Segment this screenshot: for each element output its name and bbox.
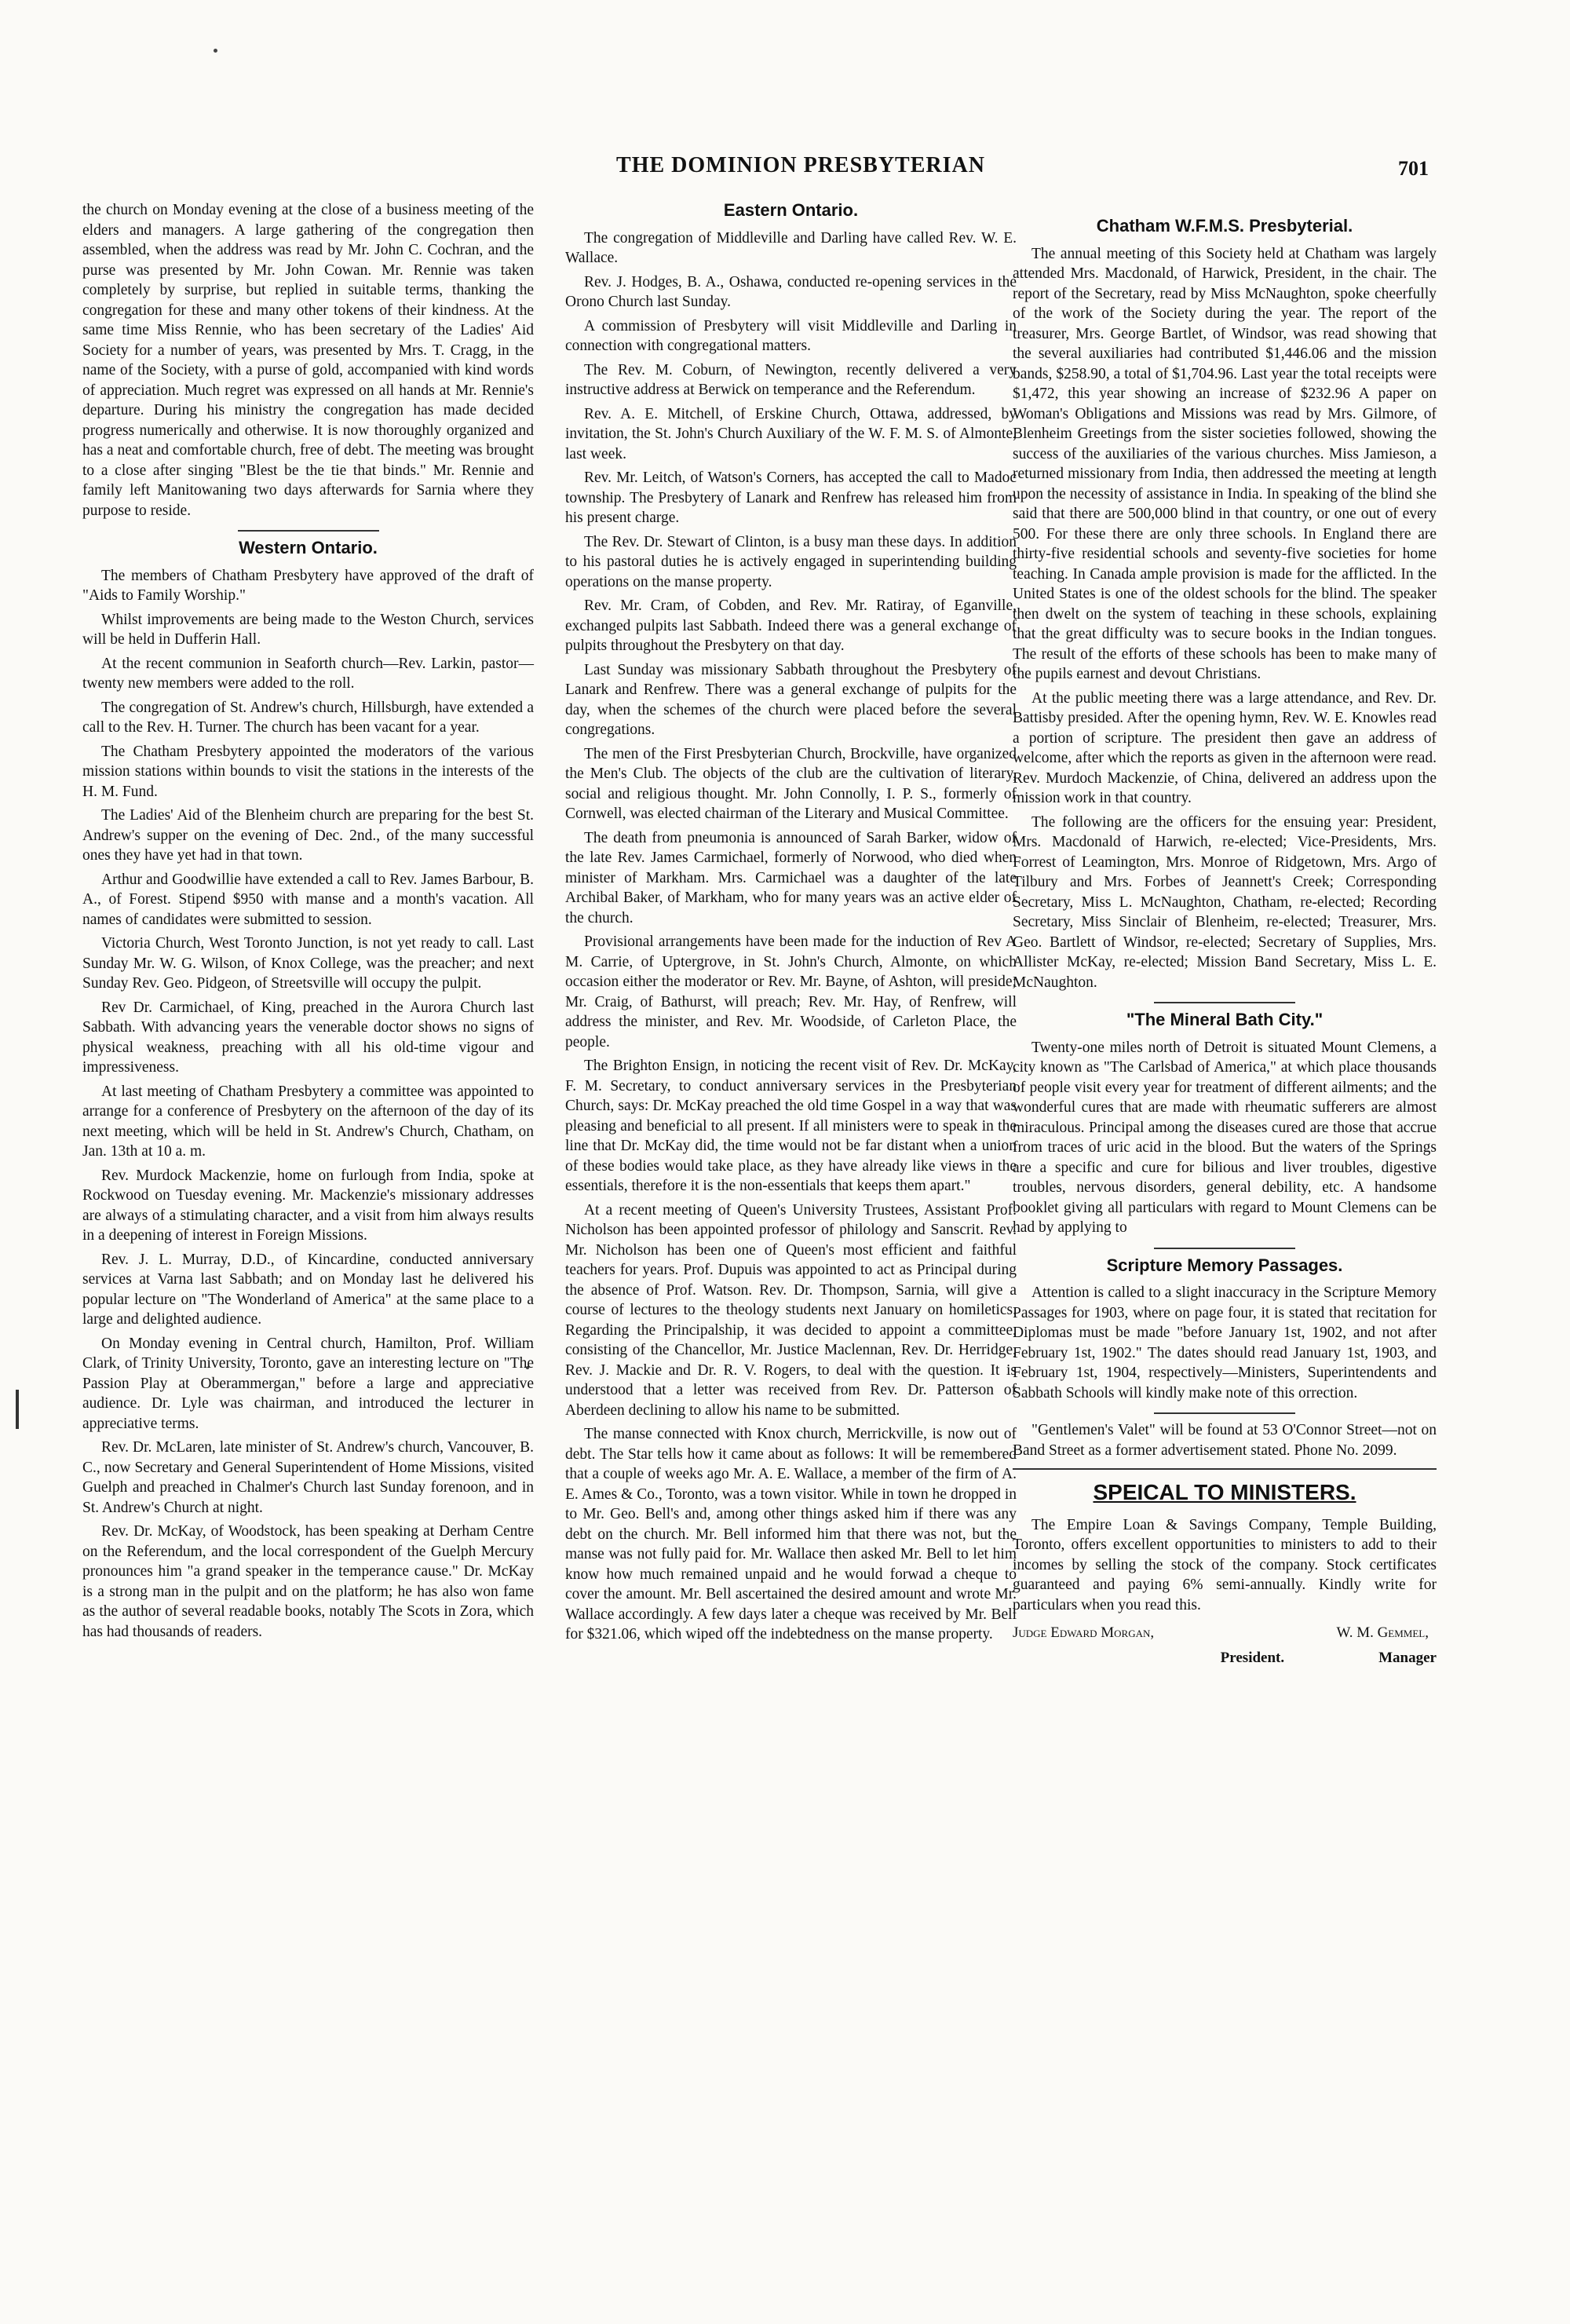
news-item: Rev. A. E. Mitchell, of Erskine Church, Ottawa, addressed, by invitation, the St. John's Church Auxiliary of the W. F. M. S. of Almonte, last week. — [565, 405, 1017, 462]
news-item: Rev. Mr. Cram, of Cobden, and Rev. Mr. Ratiray, of Eganville, exchanged pulpits last Sabbath. Indeed there was a general exchange of pulpits throughout the Presbytery on that day. — [565, 597, 1017, 654]
news-item: Rev. J. L. Murray, D.D., of Kincardine, conducted anniversary services at Varna last Sabbath; and on Monday last he delivered his popular lecture on "The Wonderland of America" at the same place to a large and delighted audience. — [82, 1251, 534, 1328]
news-item: Last Sunday was missionary Sabbath throughout the Presbytery of Lanark and Renfrew. There was a general exchange of pulpits for the day, when the schemes of the church were placed before the several congregations. — [565, 661, 1017, 738]
section-heading-eastern-ontario: Eastern Ontario. — [723, 200, 859, 220]
news-item: The Rev. Dr. Stewart of Clinton, is a busy man these days. In addition to his pastoral duties he is actively engaged in superintending building operations on the manse property. — [565, 533, 1017, 590]
news-item: The Ladies' Aid of the Blenheim church are preparing for the best St. Andrew's supper on the evening of Dec. 2nd., of the many successful ones they have yet had in that town. — [82, 807, 534, 864]
news-item: Rev Dr. Carmichael, of King, preached in the Aurora Church last Sabbath. With advancing years the venerable doctor shows no signs of physical weakness, preaching with all his old-time vigour and impressiveness. — [82, 999, 534, 1076]
news-item: At the public meeting there was a large attendance, and Rev. Dr. Battisby presided. After the opening hymn, Rev. W. E. Knowles read a portion of scripture. The president then gave an address of welcome, after which the reports as given in the afternoon were read. Rev. Murdoch Mackenzie, of China, delivered an address upon the mission work in that country. — [1013, 689, 1437, 806]
column-3 — [1013, 216, 1437, 1668]
news-item: The Chatham Presbytery appointed the moderators of the various mission stations within bounds to visit the stations in the interests of the H. M. Fund. — [82, 743, 534, 800]
news-item: Victoria Church, West Toronto Junction, is not yet ready to call. Last Sunday Mr. W. G. Wilson, of Knox College, was the preacher; and next Sunday Rev. Geo. Pidgeon, of Streetsville will occupy the pulpit. — [82, 935, 534, 992]
news-item: At a recent meeting of Queen's University Trustees, Assistant Prof. Nicholson has been appointed professor of philology and Sanscrit. Rev. Mr. Nicholson has been one of Queen's most efficient and faithful teachers for years. Prof. Dupuis was appointed to act as Principal during the absence of Prof. Watson. Rev. Dr. Thompson, Sarnia, will give a course of lectures to the theology students next January on homiletics. Regarding the Principalship, it was decided to appoint a committee, consisting of the Chancellor, Mr. Justice Maclennan, Rev. Dr. Herridge, Rev. J. Mackie and Dr. R. V. Rogers, to deal with the question. It is understood that a letter was received from Rev. Dr. Patterson of Aberdeen declining to allow his name to be submitted. — [565, 1201, 1017, 1419]
news-item: The members of Chatham Presbytery have approved of the draft of "Aids to Family Worship." — [82, 567, 534, 604]
news-item: The following are the officers for the ensuing year: President, Mrs. Macdonald of Harwich, re-elected; Vice-Presidents, Mrs. Forrest of Leamington, Mrs. Monroe of Ridgetown, Mrs. Argo of Tilbury and Mrs. Forbes of Jeannett's Creek; Corresponding Secretary, Miss L. McNaughton, Chatham, re-elected; Recording Secretary, Miss Sinclair of Blenheim, re-elected; Treasurer, Mrs. Geo. Bartlett of Windsor, re-elected; Secretary of Supplies, Mrs. Allister McKay, re-elected; Mission Band Secretary, Miss L. E. McNaughton. — [1013, 813, 1437, 991]
news-item: Whilst improvements are being made to the Weston Church, services will be held in Dufferin Hall. — [82, 611, 534, 648]
news-item: At last meeting of Chatham Presbytery a committee was appointed to arrange for a conference of Presbytery on the afternoon of the day of its next meeting, which will be held in St. Andrew's Church, Chatham, on Jan. 13th at 10 a. m. — [82, 1083, 534, 1160]
news-item: Provisional arrangements have been made for the induction of Rev A M. Carrie, of Uptergrove, in St. John's Church, Almonte, on which occasion either the moderator or Rev. Mr. Bayne, of Ashton, will preside; Mr. Craig, of Bathurst, will preach; Rev. Mr. Hay, of Renfrew, will address the minister, and Rev. Mr. Woodside, of Carleton Place, the people. — [565, 934, 1017, 1051]
news-item: The congregation of Middleville and Darling have called Rev. W. E. Wallace. — [565, 229, 1017, 266]
news-item: Rev. J. Hodges, B. A., Oshawa, conducted re-opening services in the Orono Church last Sunday. — [565, 273, 1017, 310]
column-1 — [82, 200, 534, 1646]
news-item: Rev. Dr. McLaren, late minister of St. Andrew's church, Vancouver, B. C., now Secretary and General Superintendent of Home Missions, visited Guelph and preached in Chalmer's Church last Sunday forenoon, and in St. Andrew's Church at night. — [82, 1439, 534, 1516]
article-continuation: the church on Monday evening at the close of a business meeting of the elders and managers. A large gathering of the congregation then assembled, when the address was read by Mr. John C. Cochran, and the purse was presented by Mr. John Cowan. Mr. Rennie was taken completely by surprise, but replied in suitable terms, thanking the congregation for these and many other tokens of their kindness. At the same time Miss Rennie, who has been secretary of the Ladies' Aid Society for a number of years, was presented by Mrs. T. Cragg, in the name of the Society, with a purse of gold, accompanied with kind words of appreciation. Much regret was expressed on all hands at Mr. Rennie's departure. During his ministry the congregation has made decided progress numerically and otherwise. It is now thoroughly organized and has a neat and comfortable church, free of debt. The meeting was brought to a close after singing "Blest be the tie that binds." Mr. Rennie and family left Manitowaning two days afterwards for Sarnia where they purpose to reside. — [82, 202, 534, 519]
section-divider — [1013, 1468, 1437, 1470]
masthead: THE DOMINION PRESBYTERIAN — [616, 153, 985, 177]
news-item: Rev. Mr. Leitch, of Watson's Corners, has accepted the call to Madoc township. The Presbytery of Lanark and Renfrew has released him from his present charge. — [565, 470, 1017, 526]
news-item: The congregation of St. Andrew's church, Hillsburgh, have extended a call to the Rev. H. Turner. The church has been vacant for a year. — [82, 699, 534, 736]
news-item: The Rev. M. Coburn, of Newington, recently delivered a very instructive address at Berwick on temperance and the Referendum. — [565, 361, 1017, 398]
news-item: At the recent communion in Seaforth church—Rev. Larkin, pastor—twenty new members were added to the roll. — [82, 655, 534, 692]
signature-block — [1013, 1623, 1437, 1668]
section-heading-special-to-ministers: SPEICAL TO MINISTERS. — [1093, 1480, 1356, 1504]
margin-mark — [16, 1390, 27, 1429]
news-item: Rev. Murdock Mackenzie, home on furlough from India, spoke at Rockwood on Tuesday evening. Mr. Mackenzie's missionary addresses are always of a stimulating character, and a visit from him always results in a deepening of interest in Foreign Missions. — [82, 1167, 534, 1244]
notice-text: "Gentlemen's Valet" will be found at 53 O'Connor Street—not on Band Street as a former advertisement stated. Phone No. 2099. — [1013, 1422, 1437, 1459]
signer-title: Manager — [1378, 1649, 1437, 1666]
section-heading-scripture-memory: Scripture Memory Passages. — [1106, 1255, 1343, 1275]
signer-name: W. M. Gemmel, — [1336, 1624, 1429, 1641]
news-item: The Brighton Ensign, in noticing the recent visit of Rev. Dr. McKay, F. M. Secretary, to conduct anniversary services in the Presbyterian Church, says: Dr. McKay preached the old time Gospel in a way that was pleasing and beneficial to all present. If all ministers were to speak in the line that Dr. McKay did, the time would not be far distant when a union of these bodies would take place, as they have already like views in the essentials, therefore it is the non-essentials that keeps them apart." — [565, 1058, 1017, 1194]
section-heading-chatham-wfms: Chatham W.F.M.S. Presbyterial. — [1096, 216, 1353, 236]
section-heading-western-ontario: Western Ontario. — [239, 538, 378, 557]
advertisement-text: The Empire Loan & Savings Company, Temple Building, Toronto, offers excellent opportunities to ministers to add to their incomes by selling the stock of the company. Stock certificates guaranteed and paying 6% semi-annually. Kindly write for particulars when you read this. — [1013, 1516, 1437, 1613]
news-item: The death from pneumonia is announced of Sarah Barker, widow of the late Rev. James Carmichael, formerly of Norwood, who died when minister of Markham. Mrs. Carmichael was a daughter of the late Archibal Baker, of Markham, who for many years was an active elder of the church. — [565, 829, 1017, 926]
news-item: The annual meeting of this Society held at Chatham was largely attended Mrs. Macdonald, of Harwick, President, in the chair. The report of the Secretary, read by Miss McNaughton, spoke cheerfully of the work of the Society during the year. The report of the treasurer, Mrs. George Bartlet, of Windsor, was read showing that the several auxiliaries had contributed $1,446.06 and the mission bands, $258.90, a total of $1,704.96. Last year the total receipts were $1,472, this year showing an increase of $232.96 A paper on Woman's Obligations and Missions was read by Mrs. Gilmore, of Blenheim Greetings from the sister societies followed, showing the success of the auxiliaries of the various churches. Miss Jamieson, a returned missionary from India, then addressed the meeting at length upon the necessity of assistance in India. In speaking of the blind she said that there are 500,000 blind in that country, or one out of every 500. For these there are only three schools. In England there are thirty-five residential schools and seventy-five societies for home teaching. In Canada ample provision is made for the afflicted. In the United States is one of the oldest schools for the blind. The speaker then dwelt on the system of teaching in these schools, explaining that the great difficulty was to secure books in the Indian tongues. The result of the efforts of these schools has been to make many of the pupils earnest and devout Christians. — [1013, 245, 1437, 682]
scan-speck — [214, 49, 217, 53]
section-divider — [1154, 1248, 1295, 1249]
advertisement-text: Twenty-one miles north of Detroit is situated Mount Clemens, a city known as "The Carlsbad of America," at which place thousands of people visit every year for treatment of different ailments; and the wonderful cures that are made with rheumatic sufferers are almost miraculous. Principal among the diseases cured are those that accrue from traces of uric acid in the blood. But the waters of the Springs are a specific and cure for bilious and liver troubles, digestive troubles, nervous disorders, general debility, etc. A handsome booklet giving all particulars with regard to Mount Clemens can be had by applying to — [1013, 1039, 1437, 1236]
section-divider — [1154, 1412, 1295, 1414]
section-heading-mineral-bath-city: "The Mineral Bath City." — [1126, 1010, 1324, 1029]
news-item: On Monday evening in Central church, Hamilton, Prof. William Clark, of Trinity University, Toronto, gave an interesting lecture on "The Passion Play at Oberammergan," before a large and appreciative audience. Dr. Lyle was chairman, and introduced the lecturer in appreciative terms. — [82, 1335, 534, 1432]
signer-title: President. — [1220, 1649, 1285, 1666]
news-item: The manse connected with Knox church, Merrickville, is now out of debt. The Star tells how it came about as follows: It will be remembered that a couple of weeks ago Mr. A. E. Wallace, a member of the firm of A. E. Ames & Co., Toronto, was a town visitor. While in town he dropped in to Mr. Geo. Bell's and, among other things asked him if there was any debt on the church. Mr. Bell informed him that there was not, but the manse was not fully paid for. Mr. Wallace then asked Mr. Bell to let him know how much remained unpaid and he would forwad a cheque to cover the amount. Mr. Bell ascertained the desired amount and wrote Mr. Wallace accordingly. A few days later a cheque was received by Mr. Bell for $321.06, which wiped off the indebtedness on the manse property. — [565, 1426, 1017, 1643]
section-divider — [238, 530, 379, 532]
page-number: 701 — [1398, 157, 1429, 180]
news-item: Rev. Dr. McKay, of Woodstock, has been speaking at Derham Centre on the Referendum, and the local correspondent of the Guelph Mercury pronounces him "a grand speaker in the temperance cause." Dr. McKay is a strong man in the pulpit and on the platform; he has also won fame as the author of several readable books, notably The Scots in Zora, which has had thousands of readers. — [82, 1523, 534, 1640]
news-item: Arthur and Goodwillie have extended a call to Rev. James Barbour, B. A., of Forest. Stipend $950 with manse and a month's vacation. All names of candidates were submitted to session. — [82, 871, 534, 928]
signer-name: Judge Edward Morgan, — [1013, 1624, 1155, 1641]
news-item: The men of the First Presbyterian Church, Brockville, have organized the Men's Club. The objects of the club are the cultivation of literary, social and religious thought. Mr. John Connolly, I. P. S., formerly of Cornwell, was elected chairman of the Literary and Musical Committee. — [565, 745, 1017, 822]
column-2 — [565, 200, 1017, 1649]
news-item: A commission of Presbytery will visit Middleville and Darling in connection with congregational matters. — [565, 317, 1017, 354]
section-divider — [1154, 1002, 1295, 1003]
notice-text: Attention is called to a slight inaccuracy in the Scripture Memory Passages for 1903, where on page four, it is stated that recitation for Diplomas must be made "before January 1st, 1902, and not after February 1st, 1902." The dates should read January 1st, 1903, and February 1st, 1904, respectively—Ministers, Superintendents and Sabbath Schools will kindly make note of this orrection. — [1013, 1284, 1437, 1401]
